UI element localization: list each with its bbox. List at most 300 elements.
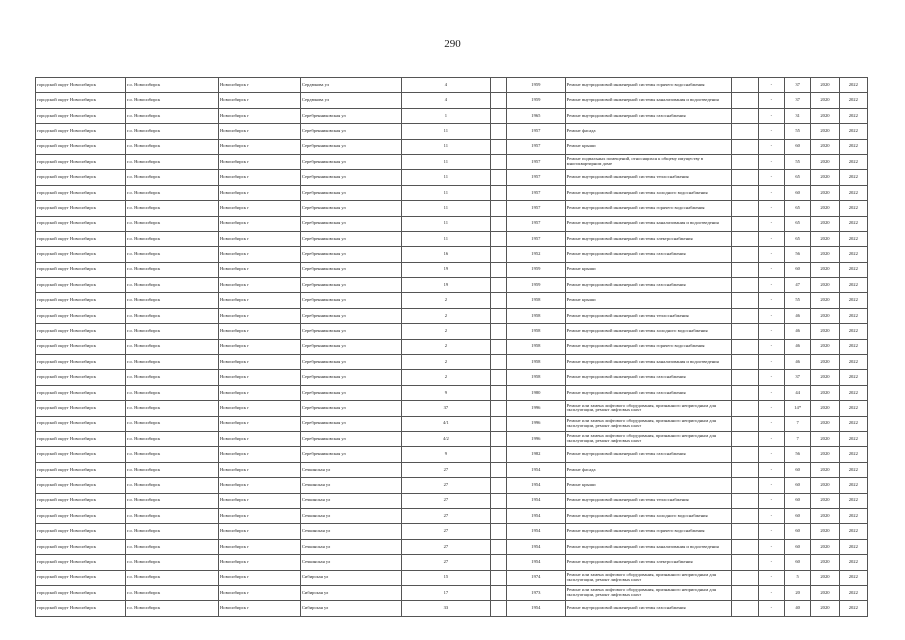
cell-building <box>490 216 506 231</box>
table-row <box>36 154 868 169</box>
cell-year-start: 2020 <box>811 278 839 293</box>
cell-building <box>490 308 506 323</box>
cell-year: 1957 <box>507 231 566 246</box>
cell-municipality: городской округ Новосибирск <box>36 478 126 493</box>
cell-city: Новосибирск г <box>218 201 300 216</box>
table-row <box>36 447 868 462</box>
cell-blank <box>732 416 758 431</box>
cell-municipality: городской округ Новосибирск <box>36 416 126 431</box>
cell-house: 2 <box>401 293 490 308</box>
cell-street: Серебренниковская ул <box>300 339 401 354</box>
cell-district: г.о. Новосибирск <box>125 570 218 585</box>
cell-house: 2 <box>401 324 490 339</box>
cell-work-type: Ремонт внутридомовой инженерной системы теплоснабжения <box>565 170 732 185</box>
cell-city: Новосибирск г <box>218 78 300 93</box>
cell-year: 1958 <box>507 370 566 385</box>
cell-municipality: городской округ Новосибирск <box>36 508 126 523</box>
cell-work-type: Ремонт или замена лифтового оборудования, признанного непригодным для эксплуатации, ремонт лифтовых шахт <box>565 401 732 416</box>
cell-year-end: 2022 <box>839 447 867 462</box>
cell-municipality: городской округ Новосибирск <box>36 355 126 370</box>
cell-year-end: 2022 <box>839 539 867 554</box>
cell-work-type: Ремонт внутридомовой инженерной системы канализования и водоотведения <box>565 216 732 231</box>
cell-district: г.о. Новосибирск <box>125 262 218 277</box>
cell-year-end: 2022 <box>839 570 867 585</box>
cell-year: 1996 <box>507 431 566 446</box>
cell-house: 27 <box>401 539 490 554</box>
cell-street: Серебренниковская ул <box>300 185 401 200</box>
cell-district: г.о. Новосибирск <box>125 139 218 154</box>
cell-city: Новосибирск г <box>218 93 300 108</box>
cell-city: Новосибирск г <box>218 401 300 416</box>
cell-house: 27 <box>401 478 490 493</box>
cell-year-start: 2020 <box>811 216 839 231</box>
cell-work-type: Ремонт внутридомовой инженерной системы газоснабжения <box>565 385 732 400</box>
cell-building <box>490 93 506 108</box>
cell-district: г.о. Новосибирск <box>125 508 218 523</box>
cell-work-type: Ремонт крыши <box>565 139 732 154</box>
cell-house: 27 <box>401 462 490 477</box>
cell-city: Новосибирск г <box>218 508 300 523</box>
cell-building <box>490 124 506 139</box>
cell-year-end: 2022 <box>839 478 867 493</box>
cell-dash: - <box>758 108 784 123</box>
cell-value: 46 <box>785 355 811 370</box>
cell-value: 60 <box>785 185 811 200</box>
table-row <box>36 355 868 370</box>
cell-building <box>490 278 506 293</box>
cell-dash: - <box>758 139 784 154</box>
cell-street: Серебренниковская ул <box>300 447 401 462</box>
table-row <box>36 170 868 185</box>
cell-year-end: 2022 <box>839 247 867 262</box>
cell-dash: - <box>758 493 784 508</box>
cell-year-start: 2020 <box>811 185 839 200</box>
cell-blank <box>732 124 758 139</box>
cell-year-end: 2022 <box>839 585 867 600</box>
cell-blank <box>732 431 758 446</box>
cell-work-type: Ремонт внутридомовой инженерной системы горячего водоснабжения <box>565 78 732 93</box>
cell-value: 40 <box>785 601 811 616</box>
cell-house: 27 <box>401 524 490 539</box>
cell-municipality: городской округ Новосибирск <box>36 539 126 554</box>
cell-municipality: городской округ Новосибирск <box>36 339 126 354</box>
cell-house: 17 <box>401 585 490 600</box>
cell-municipality: городской округ Новосибирск <box>36 401 126 416</box>
cell-year-end: 2022 <box>839 78 867 93</box>
cell-year-start: 2020 <box>811 339 839 354</box>
cell-value: 7 <box>785 416 811 431</box>
cell-district: г.о. Новосибирск <box>125 478 218 493</box>
cell-municipality: городской округ Новосибирск <box>36 278 126 293</box>
cell-dash: - <box>758 570 784 585</box>
cell-work-type: Ремонт внутридомовой инженерной системы канализования и водоотведения <box>565 539 732 554</box>
cell-value: 65 <box>785 231 811 246</box>
cell-value: 37 <box>785 78 811 93</box>
cell-city: Новосибирск г <box>218 185 300 200</box>
cell-street: Серебренниковская ул <box>300 355 401 370</box>
cell-dash: - <box>758 154 784 169</box>
cell-dash: - <box>758 324 784 339</box>
cell-district: г.о. Новосибирск <box>125 308 218 323</box>
cell-building <box>490 78 506 93</box>
cell-street: Сибирская ул <box>300 570 401 585</box>
cell-district: г.о. Новосибирск <box>125 324 218 339</box>
cell-year-end: 2022 <box>839 339 867 354</box>
cell-street: Серебренниковская ул <box>300 431 401 446</box>
cell-municipality: городской округ Новосибирск <box>36 154 126 169</box>
cell-district: г.о. Новосибирск <box>125 154 218 169</box>
cell-blank <box>732 308 758 323</box>
cell-year-start: 2020 <box>811 508 839 523</box>
cell-value: 55 <box>785 154 811 169</box>
cell-work-type: Ремонт крыши <box>565 293 732 308</box>
cell-year-start: 2020 <box>811 231 839 246</box>
cell-year-end: 2022 <box>839 293 867 308</box>
cell-dash: - <box>758 293 784 308</box>
cell-year: 1974 <box>507 570 566 585</box>
cell-street: Серебренниковская ул <box>300 370 401 385</box>
cell-year-start: 2020 <box>811 585 839 600</box>
cell-district: г.о. Новосибирск <box>125 462 218 477</box>
cell-year: 1958 <box>507 324 566 339</box>
cell-year: 1957 <box>507 201 566 216</box>
cell-year-start: 2020 <box>811 447 839 462</box>
cell-municipality: городской округ Новосибирск <box>36 555 126 570</box>
cell-house: 1 <box>401 108 490 123</box>
cell-city: Новосибирск г <box>218 247 300 262</box>
cell-year-start: 2020 <box>811 108 839 123</box>
cell-municipality: городской округ Новосибирск <box>36 324 126 339</box>
cell-year: 1952 <box>507 247 566 262</box>
cell-dash: - <box>758 539 784 554</box>
cell-value: 65 <box>785 201 811 216</box>
cell-district: г.о. Новосибирск <box>125 431 218 446</box>
cell-district: г.о. Новосибирск <box>125 170 218 185</box>
cell-year: 1957 <box>507 185 566 200</box>
cell-work-type: Ремонт или замена лифтового оборудования, признанного непригодным для эксплуатации, ремонт лифтовых шахт <box>565 416 732 431</box>
cell-value: 60 <box>785 493 811 508</box>
cell-work-type: Ремонт внутридомовой инженерной системы газоснабжения <box>565 370 732 385</box>
cell-building <box>490 555 506 570</box>
table-row <box>36 201 868 216</box>
cell-building <box>490 478 506 493</box>
cell-blank <box>732 93 758 108</box>
cell-district: г.о. Новосибирск <box>125 401 218 416</box>
cell-year-start: 2020 <box>811 124 839 139</box>
cell-blank <box>732 262 758 277</box>
cell-dash: - <box>758 93 784 108</box>
cell-building <box>490 324 506 339</box>
cell-year-end: 2022 <box>839 385 867 400</box>
cell-year-end: 2022 <box>839 124 867 139</box>
cell-blank <box>732 170 758 185</box>
cell-blank <box>732 447 758 462</box>
cell-work-type: Ремонт внутридомовой инженерной системы канализования и водоотведения <box>565 355 732 370</box>
cell-building <box>490 524 506 539</box>
cell-dash: - <box>758 216 784 231</box>
cell-year-end: 2022 <box>839 431 867 446</box>
cell-year-end: 2022 <box>839 231 867 246</box>
cell-blank <box>732 231 758 246</box>
cell-municipality: городской округ Новосибирск <box>36 124 126 139</box>
cell-dash: - <box>758 355 784 370</box>
cell-city: Новосибирск г <box>218 601 300 616</box>
cell-city: Новосибирск г <box>218 539 300 554</box>
cell-work-type: Ремонт внутридомовой инженерной системы газоснабжения <box>565 601 732 616</box>
cell-municipality: городской округ Новосибирск <box>36 170 126 185</box>
cell-year: 1959 <box>507 93 566 108</box>
cell-year: 1959 <box>507 278 566 293</box>
cell-dash: - <box>758 601 784 616</box>
cell-house: 11 <box>401 154 490 169</box>
table-row <box>36 370 868 385</box>
cell-blank <box>732 539 758 554</box>
cell-work-type: Ремонт внутридомовой инженерной системы газоснабжения <box>565 447 732 462</box>
cell-value: 65 <box>785 170 811 185</box>
cell-work-type: Ремонт внутридомовой инженерной системы газоснабжения <box>565 108 732 123</box>
cell-value: 65 <box>785 216 811 231</box>
cell-year-start: 2020 <box>811 78 839 93</box>
cell-year: 1958 <box>507 308 566 323</box>
cell-work-type: Ремонт внутридомовой инженерной системы холодного водоснабжения <box>565 324 732 339</box>
cell-dash: - <box>758 416 784 431</box>
table-row <box>36 401 868 416</box>
cell-building <box>490 139 506 154</box>
cell-value: 20 <box>785 585 811 600</box>
cell-building <box>490 154 506 169</box>
cell-municipality: городской округ Новосибирск <box>36 447 126 462</box>
cell-building <box>490 170 506 185</box>
cell-value: 31 <box>785 108 811 123</box>
cell-district: г.о. Новосибирск <box>125 78 218 93</box>
cell-blank <box>732 570 758 585</box>
cell-street: Сечкинская ул <box>300 555 401 570</box>
cell-district: г.о. Новосибирск <box>125 370 218 385</box>
cell-municipality: городской округ Новосибирск <box>36 201 126 216</box>
cell-dash: - <box>758 339 784 354</box>
cell-district: г.о. Новосибирск <box>125 524 218 539</box>
cell-building <box>490 462 506 477</box>
cell-house: 37 <box>401 401 490 416</box>
cell-house: 27 <box>401 555 490 570</box>
cell-blank <box>732 139 758 154</box>
cell-blank <box>732 185 758 200</box>
cell-blank <box>732 324 758 339</box>
cell-blank <box>732 462 758 477</box>
table-row <box>36 324 868 339</box>
cell-house: 19 <box>401 278 490 293</box>
cell-district: г.о. Новосибирск <box>125 447 218 462</box>
cell-municipality: городской округ Новосибирск <box>36 216 126 231</box>
cell-municipality: городской округ Новосибирск <box>36 462 126 477</box>
cell-street: Серебренниковская ул <box>300 401 401 416</box>
cell-work-type: Ремонт подвальных помещений, относящихся к общему имуществу в многоквартирном доме <box>565 154 732 169</box>
cell-dash: - <box>758 524 784 539</box>
cell-year: 1958 <box>507 355 566 370</box>
cell-district: г.о. Новосибирск <box>125 555 218 570</box>
cell-house: 27 <box>401 508 490 523</box>
cell-building <box>490 262 506 277</box>
cell-blank <box>732 278 758 293</box>
cell-dash: - <box>758 447 784 462</box>
cell-street: Серебренниковская ул <box>300 201 401 216</box>
cell-building <box>490 539 506 554</box>
cell-house: 4 <box>401 93 490 108</box>
cell-blank <box>732 478 758 493</box>
cell-year-end: 2022 <box>839 324 867 339</box>
cell-street: Серебренниковская ул <box>300 108 401 123</box>
table-row <box>36 508 868 523</box>
cell-value: 56 <box>785 247 811 262</box>
cell-house: 19 <box>401 262 490 277</box>
cell-city: Новосибирск г <box>218 462 300 477</box>
table-row <box>36 185 868 200</box>
cell-year: 1957 <box>507 216 566 231</box>
cell-blank <box>732 201 758 216</box>
cell-municipality: городской округ Новосибирск <box>36 262 126 277</box>
cell-city: Новосибирск г <box>218 139 300 154</box>
cell-street: Серебренниковская ул <box>300 231 401 246</box>
cell-building <box>490 231 506 246</box>
cell-street: Серебренниковская ул <box>300 416 401 431</box>
cell-year: 1980 <box>507 385 566 400</box>
cell-house: 2 <box>401 308 490 323</box>
cell-year-end: 2022 <box>839 93 867 108</box>
table-row <box>36 216 868 231</box>
cell-year: 1954 <box>507 508 566 523</box>
cell-work-type: Ремонт внутридомовой инженерной системы холодного водоснабжения <box>565 508 732 523</box>
cell-municipality: городской округ Новосибирск <box>36 570 126 585</box>
cell-year-start: 2020 <box>811 431 839 446</box>
cell-blank <box>732 508 758 523</box>
cell-city: Новосибирск г <box>218 570 300 585</box>
cell-street: Серебренниковская ул <box>300 154 401 169</box>
cell-building <box>490 339 506 354</box>
cell-year-end: 2022 <box>839 278 867 293</box>
table-row <box>36 124 868 139</box>
table-row <box>36 308 868 323</box>
cell-year: 1954 <box>507 539 566 554</box>
cell-blank <box>732 370 758 385</box>
cell-building <box>490 431 506 446</box>
cell-value: 60 <box>785 139 811 154</box>
cell-dash: - <box>758 585 784 600</box>
cell-year: 1982 <box>507 447 566 462</box>
cell-year-end: 2022 <box>839 401 867 416</box>
cell-district: г.о. Новосибирск <box>125 201 218 216</box>
cell-value: 14* <box>785 401 811 416</box>
cell-work-type: Ремонт внутридомовой инженерной системы горячего водоснабжения <box>565 339 732 354</box>
cell-district: г.о. Новосибирск <box>125 293 218 308</box>
cell-dash: - <box>758 308 784 323</box>
cell-value: 7 <box>785 431 811 446</box>
cell-year-end: 2022 <box>839 462 867 477</box>
cell-district: г.о. Новосибирск <box>125 355 218 370</box>
cell-district: г.о. Новосибирск <box>125 416 218 431</box>
cell-year-end: 2022 <box>839 524 867 539</box>
table-row <box>36 385 868 400</box>
cell-city: Новосибирск г <box>218 355 300 370</box>
cell-blank <box>732 154 758 169</box>
cell-work-type: Ремонт внутридомовой инженерной системы теплоснабжения <box>565 308 732 323</box>
cell-year-end: 2022 <box>839 185 867 200</box>
cell-blank <box>732 585 758 600</box>
cell-year-end: 2022 <box>839 216 867 231</box>
cell-district: г.о. Новосибирск <box>125 216 218 231</box>
cell-house: 27 <box>401 493 490 508</box>
table-row <box>36 493 868 508</box>
cell-year-start: 2020 <box>811 170 839 185</box>
cell-work-type: Ремонт внутридомовой инженерной системы электроснабжения <box>565 231 732 246</box>
cell-municipality: городской округ Новосибирск <box>36 93 126 108</box>
cell-value: 55 <box>785 124 811 139</box>
cell-building <box>490 370 506 385</box>
cell-year-start: 2020 <box>811 401 839 416</box>
cell-value: 60 <box>785 478 811 493</box>
cell-blank <box>732 601 758 616</box>
cell-building <box>490 416 506 431</box>
cell-district: г.о. Новосибирск <box>125 278 218 293</box>
cell-street: Серебренниковская ул <box>300 278 401 293</box>
cell-year: 1959 <box>507 262 566 277</box>
cell-street: Сечкинская ул <box>300 539 401 554</box>
cell-value: 60 <box>785 508 811 523</box>
cell-municipality: городской округ Новосибирск <box>36 231 126 246</box>
cell-building <box>490 585 506 600</box>
cell-street: Серебренниковская ул <box>300 247 401 262</box>
cell-street: Сечкинская ул <box>300 478 401 493</box>
cell-value: 44 <box>785 385 811 400</box>
cell-street: Сибирская ул <box>300 601 401 616</box>
table-row <box>36 539 868 554</box>
cell-district: г.о. Новосибирск <box>125 124 218 139</box>
cell-district: г.о. Новосибирск <box>125 185 218 200</box>
cell-building <box>490 493 506 508</box>
cell-house: 11 <box>401 201 490 216</box>
cell-value: 55 <box>785 293 811 308</box>
cell-year: 1954 <box>507 478 566 493</box>
table-row <box>36 262 868 277</box>
cell-year-end: 2022 <box>839 493 867 508</box>
cell-blank <box>732 355 758 370</box>
cell-dash: - <box>758 478 784 493</box>
cell-year-end: 2022 <box>839 601 867 616</box>
cell-work-type: Ремонт или замена лифтового оборудования, признанного непригодным для эксплуатации, ремонт лифтовых шахт <box>565 570 732 585</box>
cell-municipality: городской округ Новосибирск <box>36 385 126 400</box>
cell-dash: - <box>758 78 784 93</box>
cell-year-start: 2020 <box>811 493 839 508</box>
cell-year-start: 2020 <box>811 324 839 339</box>
table-row <box>36 93 868 108</box>
cell-blank <box>732 555 758 570</box>
page-number: 290 <box>444 38 461 50</box>
table-row <box>36 431 868 446</box>
cell-year-end: 2022 <box>839 355 867 370</box>
cell-work-type: Ремонт фасада <box>565 462 732 477</box>
cell-city: Новосибирск г <box>218 493 300 508</box>
cell-city: Новосибирск г <box>218 385 300 400</box>
cell-work-type: Ремонт внутридомовой инженерной системы канализования и водоотведения <box>565 93 732 108</box>
cell-value: 60 <box>785 555 811 570</box>
cell-district: г.о. Новосибирск <box>125 585 218 600</box>
cell-value: 37 <box>785 370 811 385</box>
cell-work-type: Ремонт внутридомовой инженерной системы газоснабжения <box>565 278 732 293</box>
cell-district: г.о. Новосибирск <box>125 108 218 123</box>
cell-year-start: 2020 <box>811 247 839 262</box>
cell-municipality: городской округ Новосибирск <box>36 370 126 385</box>
cell-building <box>490 355 506 370</box>
cell-municipality: городской округ Новосибирск <box>36 185 126 200</box>
